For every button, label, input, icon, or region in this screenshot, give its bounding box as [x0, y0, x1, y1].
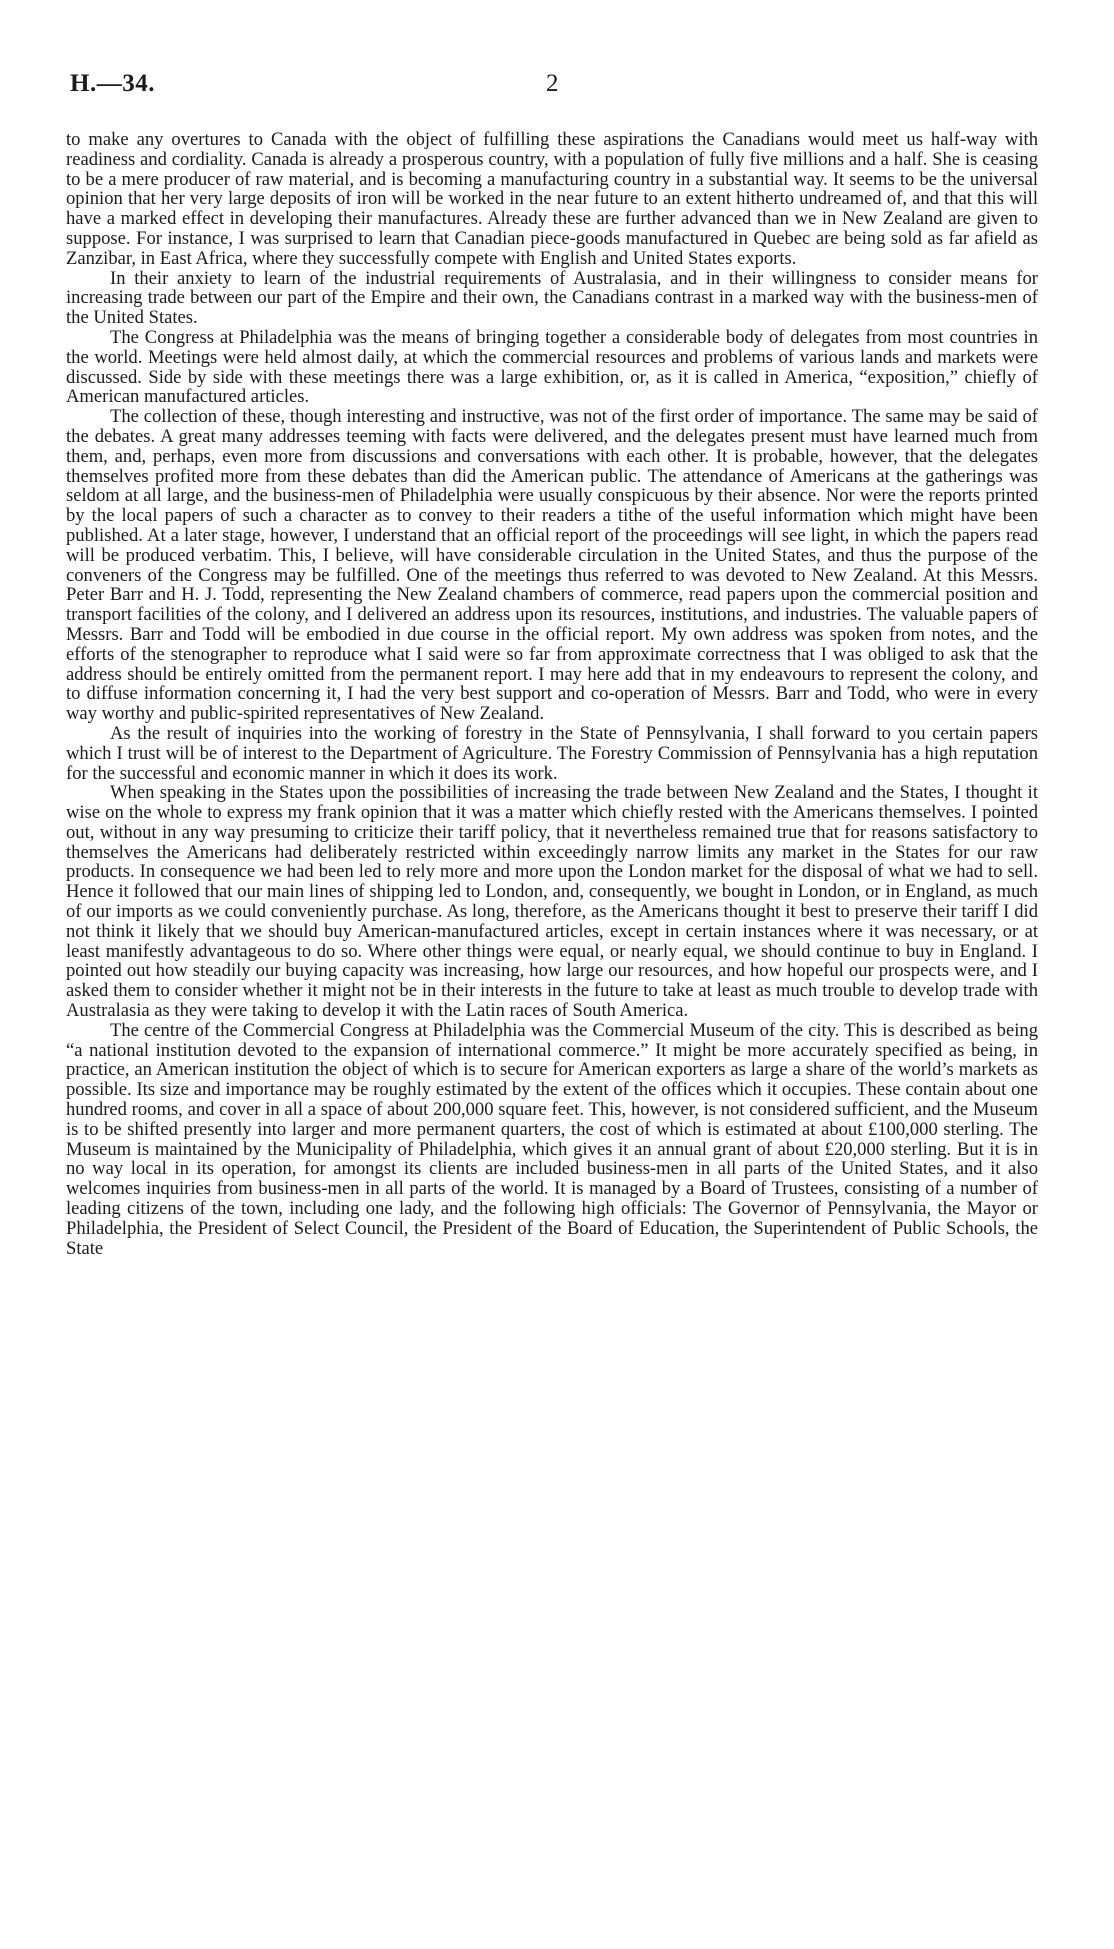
- body-text: [66, 130, 1038, 1258]
- paragraph-congress-philadelphia: The Congress at Philadelphia was the means of bringing together a considerable body of delegates from most countries in the world. Meetings were held almost daily, at which the commercial resources and problems of various lands and markets were discussed. Side by side with these meetings there was a large exhibition, or, as it is called in America, “exposition,” chiefly of American manufactured articles.: [66, 326, 1038, 408]
- paragraph-debates: The collection of these, though interesting and instructive, was not of the first order of importance. The same may be said of the debates. A great many addresses teeming with facts were delivered, and the delegates present must have learned much from them, and, perhaps, even more from discussions and conversations with each other. It is probable, however, that the delegates themselves profited more from these debates than did the American public. The attendance of Americans at the gatherings was seldom at all large, and the business-men of Philadelphia were usually conspicuous by their absence. Nor were the reports printed by the local papers of such a character as to convey to their readers a tithe of the useful information which might have been published. At a later stage, however, I understand that an official report of the proceedings will see light, in which the papers read will be produced verbatim. This, I believe, will have considerable circulation in the United States, and thus the purpose of the conveners of the Congress may be fulfilled. One of the meetings thus referred to was devoted to New Zealand. At this Messrs. Peter Barr and H. J. Todd, representing the New Zealand chambers of commerce, read papers upon the commercial position and transport facilities of the colony, and I delivered an address upon its resources, institutions, and industries. The valuable papers of Messrs. Barr and Todd will be embodied in due course in the official report. My own address was spoken from notes, and the efforts of the stenographer to reproduce what I said were so far from approximate correctness that I was obliged to ask that the address should be entirely omitted from the permanent report. I may here add that in my endeavours to represent the colony, and to diffuse information concerning it, I had the very best support and co-operation of Messrs. Barr and Todd, who were in every way worthy and public-spirited representatives of New Zealand.: [66, 406, 1038, 725]
- paragraph-australasia-trade: In their anxiety to learn of the industrial requirements of Australasia, and in their willingness to consider means for increasing trade between our part of the Empire and their own, the Canadians contrast in a marked way with the business-men of the United States.: [66, 267, 1038, 329]
- document-reference: H.—34.: [70, 70, 155, 97]
- paragraph-tariff-policy: When speaking in the States upon the possibilities of increasing the trade between New Zealand and the States, I thought it wise on the whole to express my frank opinion that it was a matter which chiefly rested with the Americans themselves. I pointed out, without in any way presuming to criticize their tariff policy, that it nevertheless remained true that for reasons satisfactory to themselves the Americans had deliberately restricted within exceedingly narrow limits any market in the States for our raw products. In consequence we had been led to rely more and more upon the London market for the disposal of what we had to sell. Hence it followed that our main lines of shipping led to London, and, consequently, we bought in London, or in England, as much of our imports as we could conveniently purchase. As long, therefore, as the Americans thought it best to preserve their tariff I did not think it likely that we should buy American-manufactured articles, except in certain instances where it was necessary, or at least manifestly advantageous to do so. Where other things were equal, or nearly equal, we should continue to buy in England. I pointed out how steadily our buying capacity was increasing, how large our resources, and how hopeful our prospects were, and I asked them to consider whether it might not be in their interests in the future to take at least as much trouble to develop trade with Australasia as they were taking to develop it with the Latin races of South America.: [66, 782, 1038, 1022]
- paragraph-canada-continued: to make any overtures to Canada with the object of fulfilling these aspirations the Canadians would meet us half-way with readiness and cordiality. Canada is already a prosperous country, with a population of fully five millions and a half. She is ceasing to be a mere producer of raw material, and is becoming a manufacturing country in a substantial way. It seems to be the universal opinion that her very large deposits of iron will be worked in the near future to an extent hitherto undreamed of, and that this will have a marked effect in developing their manufactures. Already these are further advanced than we in New Zealand are given to suppose. For instance, I was surprised to learn that Canadian piece-goods manufactured in Quebec are being sold as far afield as Zanzibar, in East Africa, where they successfully compete with English and United States exports.: [66, 129, 1038, 269]
- page-header: [70, 70, 1044, 110]
- paragraph-commercial-museum: The centre of the Commercial Congress at Philadelphia was the Commercial Museum of the city. This is described as being “a national institution devoted to the expansion of international commerce.” It might be more accurately specified as being, in practice, an American institution the object of which is to secure for American exporters as large a share of the world’s markets as possible. Its size and importance may be roughly estimated by the extent of the offices which it occupies. These contain about one hundred rooms, and cover in all a space of about 200,000 square feet. This, however, is not considered sufficient, and the Museum is to be shifted presently into larger and more permanent quarters, the cost of which is estimated at about £100,000 sterling. The Museum is maintained by the Municipality of Philadelphia, which gives it an annual grant of about £20,000 sterling. But it is in no way local in its operation, for amongst its clients are included business-men in all parts of the United States, and it also welcomes inquiries from business-men in all parts of the world. It is managed by a Board of Trustees, consisting of a number of leading citizens of the town, including one lady, and the following high officials: The Governor of Pennsylvania, the Mayor or Philadelphia, the President of Select Council, the President of the Board of Education, the Superintendent of Public Schools, the State: [66, 1019, 1038, 1259]
- page-number: 2: [546, 70, 559, 97]
- paragraph-forestry: As the result of inquiries into the working of forestry in the State of Pennsylvania, I shall forward to you certain papers which I trust will be of interest to the Department of Agriculture. The Forestry Commission of Pennsylvania has a high reputation for the successful and economic manner in which it does its work.: [66, 722, 1038, 784]
